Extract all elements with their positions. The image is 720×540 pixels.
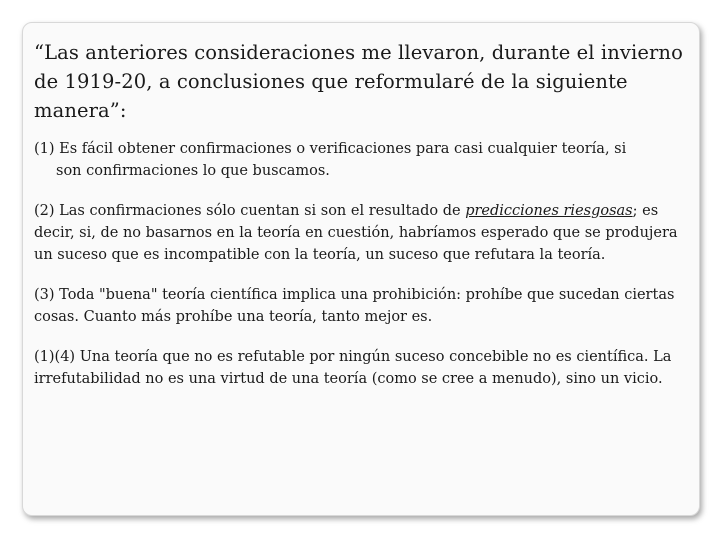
point-2-text-after: ; es decir, si, de no basarnos en la teoría en cuestión, habríamos esperado que se produjera un suceso que es incompatible con la teoría, un suceso que refutara la teoría.: [34, 203, 678, 263]
point-2-text-before: Las confirmaciones sólo cuentan si son el resultado de: [59, 203, 461, 219]
point-4: [34, 346, 694, 390]
point-4-text: Una teoría que no es refutable por ningún suceso concebible no es científica. La irrefutabilidad no es una virtud de una teoría (como se cree a menudo), sino un vicio.: [34, 349, 672, 387]
point-1: [34, 138, 694, 182]
point-3-number: (3): [34, 287, 55, 303]
point-1-number: (1): [34, 141, 55, 157]
point-3-text: Toda "buena" teoría científica implica una prohibición: prohíbe que sucedan ciertas cosas. Cuanto más prohíbe una teoría, tanto mejor es.: [34, 287, 675, 325]
point-1-text-continued: son confirmaciones lo que buscamos.: [56, 163, 330, 179]
slide-content: [34, 38, 694, 408]
point-1-text: Es fácil obtener confirmaciones o verificaciones para casi cualquier teoría, si: [59, 141, 627, 157]
point-4-number: (1)(4): [34, 349, 76, 365]
quote-heading: “Las anteriores consideraciones me llevaron, durante el invierno de 1919-20, a conclusiones que reformularé de la siguiente manera”:: [34, 41, 683, 122]
point-3: [34, 284, 694, 328]
point-2-number: (2): [34, 203, 55, 219]
point-2-emphasis: predicciones riesgosas: [465, 203, 633, 219]
point-2: [34, 200, 694, 266]
